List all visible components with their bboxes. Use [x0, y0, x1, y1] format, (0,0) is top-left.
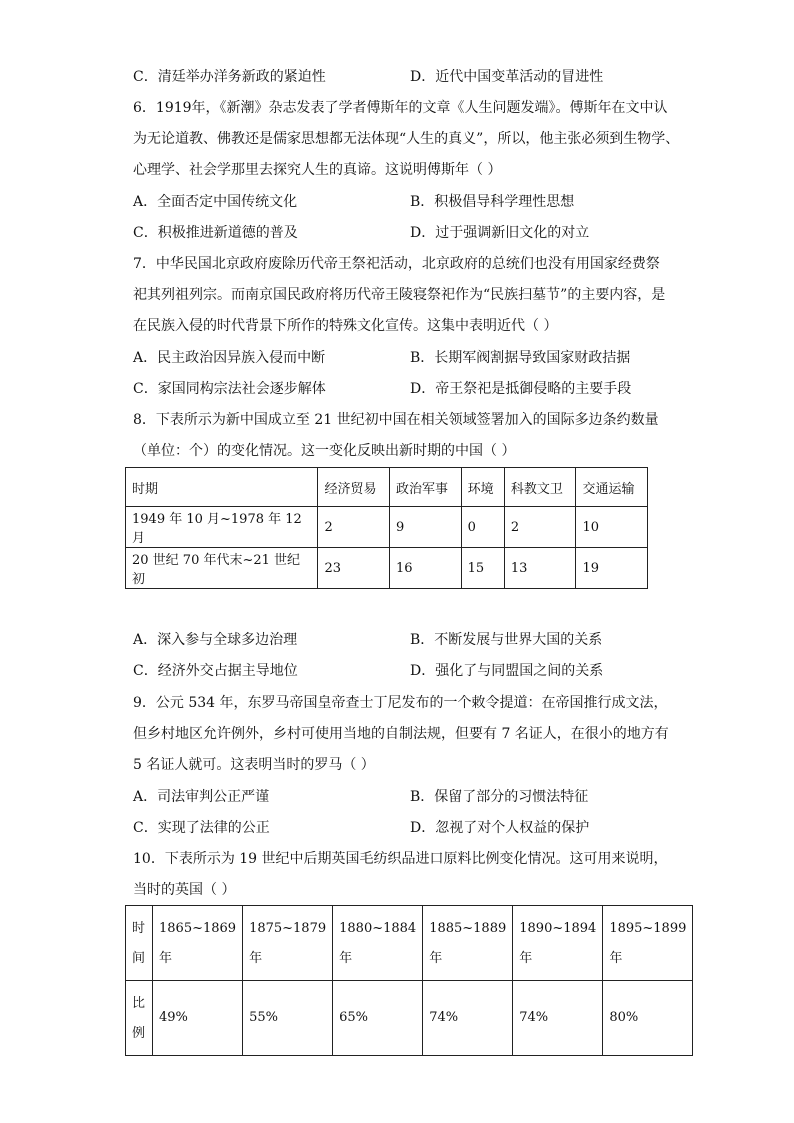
- table-row: [126, 981, 693, 1056]
- table-cell: 16: [390, 548, 462, 589]
- table-cell: 1949 年 10 月~1978 年 12 月: [126, 507, 318, 548]
- period-unit: 年: [159, 951, 173, 966]
- table-cell: 20 世纪 70 年代末~21 世纪初: [126, 548, 318, 589]
- table-cell: [423, 906, 513, 981]
- wool-import-table: [125, 905, 693, 1056]
- table-cell: 0: [461, 507, 504, 548]
- q6-option-d: D．过于强调新旧文化的对立: [410, 225, 590, 241]
- q6-stem-line-2: 为无论道教、佛教还是儒家思想都无法体现“人生的真义”，所以，他主张必须到生物学、: [133, 131, 680, 147]
- q10-stem-line-2: 当时的英国（ ）: [133, 882, 236, 898]
- table-header-cell: 时期: [126, 468, 318, 507]
- q8-option-b: B．不断发展与世界大国的关系: [410, 632, 603, 648]
- period-range: 1895~1899: [609, 921, 687, 936]
- q9-stem-line-3: 5 名证人就可。这表明当时的罗马（ ）: [133, 757, 375, 773]
- q9-option-b: B．保留了部分的习惯法特征: [410, 789, 589, 805]
- q8-option-d: D．强化了与同盟国之间的关系: [410, 663, 604, 679]
- q6-option-b: B．积极倡导科学理性思想: [410, 194, 575, 210]
- q9-option-a: A．司法审判公正严谨: [133, 789, 270, 805]
- q9-stem-line-2: 但乡村地区允许例外，乡村可使用当地的自制法规，但要有 7 名证人，在很小的地方有: [133, 726, 669, 742]
- q9-stem-line-1: 9．公元 534 年，东罗马帝国皇帝查士丁尼发布的一个敕令提道：在帝国推行成文法，: [133, 695, 668, 711]
- table-cell: [513, 906, 603, 981]
- period-range: 1890~1894: [519, 921, 597, 936]
- q6-option-c: C．积极推进新道德的普及: [133, 225, 298, 241]
- q7-stem-line-2: 祀其列祖列宗。而南京国民政府将历代帝王陵寝祭祀作为“民族扫墓节”的主要内容，是: [133, 287, 666, 303]
- table-cell: 65%: [333, 981, 423, 1056]
- table-cell: 74%: [513, 981, 603, 1056]
- q7-stem-line-1: 7．中华民国北京政府废除历代帝王祭祀活动，北京政府的总统们也没有用国家经费祭: [133, 256, 660, 272]
- q6-stem-line-3: 心理学、社会学那里去探究人生的真谛。这说明傅斯年（ ）: [133, 162, 502, 178]
- q8-stem-line-1: 8．下表所示为新中国成立至 21 世纪初中国在相关领域签署加入的国际多边条约数量: [133, 412, 659, 428]
- q8-option-a: A．深入参与全球多边治理: [133, 632, 298, 648]
- table-cell: 2: [318, 507, 390, 548]
- table-cell: [153, 906, 243, 981]
- table-cell: 19: [576, 548, 648, 589]
- table-row: [126, 507, 648, 548]
- q7-option-d: D．帝王祭祀是抵御侵略的主要手段: [410, 381, 632, 397]
- q9-option-d: D．忽视了对个人权益的保护: [410, 820, 590, 836]
- q7-option-c: C．家国同构宗法社会逐步解体: [133, 381, 326, 397]
- table-header-cell: 经济贸易: [318, 468, 390, 507]
- q6-stem-line-1: 6．1919年，《新潮》杂志发表了学者傅斯年的文章《人生问题发端》。傅斯年在文中认: [133, 100, 668, 116]
- q8-stem-line-2: （单位：个）的变化情况。这一变化反映出新时期的中国（ ）: [133, 443, 516, 459]
- treaty-table: [125, 467, 648, 589]
- q7-option-a: A．民主政治因异族入侵而中断: [133, 350, 326, 366]
- table-row-label: [126, 906, 153, 981]
- table-cell: 55%: [243, 981, 333, 1056]
- q7-option-b: B．长期军阀割据导致国家财政拮据: [410, 350, 631, 366]
- table-header-cell: 环境: [461, 468, 504, 507]
- q5-option-c: C．清廷举办洋务新政的紧迫性: [133, 69, 326, 85]
- table-header-cell: 科教文卫: [504, 468, 576, 507]
- table-cell: [603, 906, 693, 981]
- period-unit: 年: [429, 951, 443, 966]
- table-row-label: [126, 981, 153, 1056]
- table-header-cell: 交通运输: [576, 468, 648, 507]
- table-cell: 74%: [423, 981, 513, 1056]
- period-range: 1880~1884: [339, 921, 417, 936]
- table-cell: 23: [318, 548, 390, 589]
- period-range: 1865~1869: [159, 921, 237, 936]
- table-row: [126, 906, 693, 981]
- q6-option-a: A．全面否定中国传统文化: [133, 194, 298, 210]
- table-cell: [243, 906, 333, 981]
- period-unit: 年: [249, 951, 263, 966]
- table-cell: 80%: [603, 981, 693, 1056]
- table-cell: 2: [504, 507, 576, 548]
- period-unit: 年: [519, 951, 533, 966]
- table-cell: 10: [576, 507, 648, 548]
- period-range: 1885~1889: [429, 921, 507, 936]
- table-cell: 15: [461, 548, 504, 589]
- table-row: [126, 548, 648, 589]
- table-cell: 9: [390, 507, 462, 548]
- q8-option-c: C．经济外交占据主导地位: [133, 663, 298, 679]
- row-label-char: 例: [132, 1026, 146, 1041]
- q5-option-d: D．近代中国变革活动的冒进性: [410, 69, 604, 85]
- period-unit: 年: [339, 951, 353, 966]
- q7-stem-line-3: 在民族入侵的时代背景下所作的特殊文化宣传。这集中表明近代（ ）: [133, 318, 558, 334]
- row-label-char: 时: [132, 921, 146, 936]
- q10-stem-line-1: 10．下表所示为 19 世纪中后期英国毛纺织品进口原料比例变化情况。这可用来说明，: [133, 851, 668, 867]
- table-cell: 49%: [153, 981, 243, 1056]
- period-range: 1875~1879: [249, 921, 327, 936]
- table-header-row: [126, 468, 648, 507]
- row-label-char: 比: [132, 996, 146, 1011]
- table-header-cell: 政治军事: [390, 468, 462, 507]
- row-label-char: 间: [132, 951, 146, 966]
- period-unit: 年: [609, 951, 623, 966]
- table-cell: 13: [504, 548, 576, 589]
- table-cell: [333, 906, 423, 981]
- q9-option-c: C．实现了法律的公正: [133, 820, 270, 836]
